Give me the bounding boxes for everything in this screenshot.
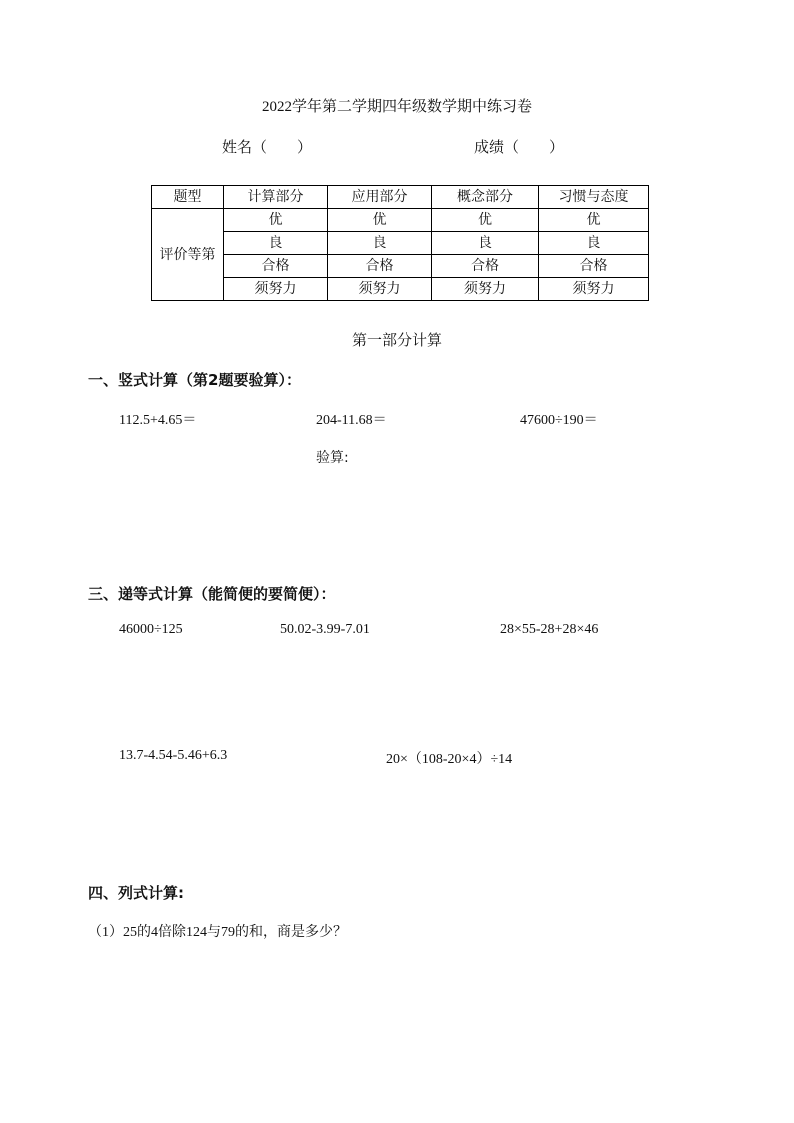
evaluation-table: [151, 185, 649, 301]
section4-heading: 四、列式计算:: [88, 884, 184, 902]
grade-cell: 优: [432, 209, 539, 232]
page-title: 2022学年第二学期四年级数学期中练习卷: [261, 99, 532, 115]
grade-cell: 良: [432, 232, 539, 255]
problem-1: 112.5+4.65＝: [119, 413, 197, 428]
column-header: 概念部分: [432, 186, 539, 209]
grade-cell: 合格: [328, 255, 432, 278]
grade-cell: 合格: [432, 255, 539, 278]
word-problem-1: （1）25的4倍除124与79的和，商是多少？: [88, 925, 347, 940]
section3-heading: 三、递等式计算（能简便的要简便）：: [88, 585, 336, 603]
check-label: 验算:: [316, 450, 349, 466]
section1-heading: 一、竖式计算（第2题要验算）：: [88, 371, 301, 389]
grade-cell: 合格: [224, 255, 328, 278]
table-row: [152, 232, 649, 255]
grade-cell: 优: [539, 209, 649, 232]
grade-cell: 须努力: [328, 278, 432, 301]
grade-cell: 须努力: [224, 278, 328, 301]
table-corner-cell: 题型: [152, 186, 224, 209]
expression-4: 13.7-4.54-5.46+6.3: [119, 748, 228, 763]
grade-cell: 良: [539, 232, 649, 255]
column-header: 应用部分: [328, 186, 432, 209]
table-row: [152, 255, 649, 278]
table-row: [152, 278, 649, 301]
grade-cell: 须努力: [539, 278, 649, 301]
grade-cell: 良: [224, 232, 328, 255]
grade-cell: 须努力: [432, 278, 539, 301]
row-label-cell: 评价等第: [152, 209, 224, 301]
problem-2: 204-11.68＝: [316, 413, 387, 428]
grade-cell: 合格: [539, 255, 649, 278]
grade-cell: 优: [224, 209, 328, 232]
expression-1: 46000÷125: [119, 622, 183, 637]
table-row: [152, 209, 649, 232]
expression-3: 28×55-28+28×46: [500, 622, 599, 637]
column-header: 计算部分: [224, 186, 328, 209]
expression-2: 50.02-3.99-7.01: [280, 622, 370, 637]
grade-cell: 良: [328, 232, 432, 255]
score-field-label: 成绩（ ）: [474, 138, 565, 156]
problem-3: 47600÷190＝: [520, 413, 598, 428]
part-one-title: 第一部分计算: [351, 331, 442, 349]
grade-cell: 优: [328, 209, 432, 232]
table-header-row: [152, 186, 649, 209]
expression-5: 20×（108-20×4）÷14: [386, 752, 513, 767]
name-field-label: 姓名（ ）: [222, 138, 313, 156]
column-header: 习惯与态度: [539, 186, 649, 209]
